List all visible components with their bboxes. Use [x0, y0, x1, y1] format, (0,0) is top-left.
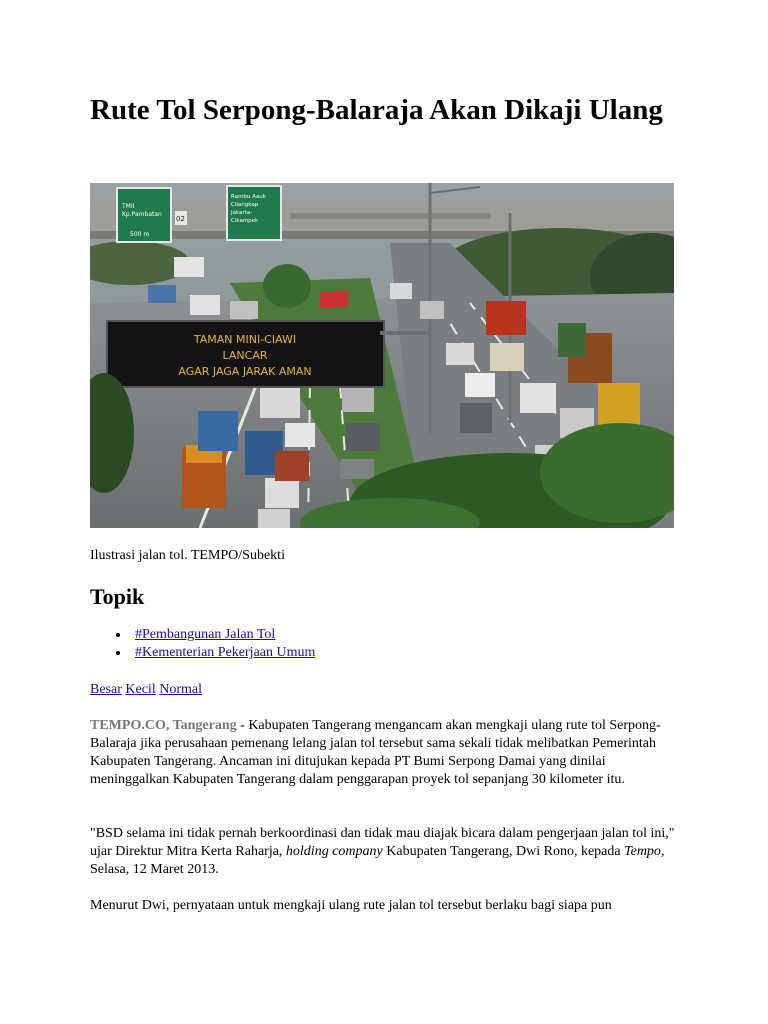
emphasis-text: holding company	[285, 844, 383, 859]
font-size-small-link[interactable]: Kecil	[125, 682, 156, 697]
sign-right-line-1: Rambu Aauk	[231, 194, 266, 200]
small-sign: 02	[176, 215, 185, 223]
vms-line-2: LANCAR	[222, 349, 268, 362]
highway-photo	[90, 183, 674, 528]
paragraph-text: Kabupaten Tangerang, Dwi Rono, kepada	[382, 844, 625, 859]
article-paragraph-1	[90, 717, 680, 789]
source-separator: ,	[165, 718, 173, 733]
bullet-icon	[116, 651, 120, 655]
article-title: Rute Tol Serpong-Balaraja Akan Dikaji Ulang	[90, 94, 663, 126]
vms-line-3: AGAR JAGA JARAK AMAN	[178, 365, 312, 378]
font-size-normal-link[interactable]: Normal	[159, 682, 202, 697]
paragraph-text: "BSD selama ini tidak pernah berkoordinasi dan tidak mau diajak bicara dalam pengerjaan jalan tol ini," ujar Direktur Mitra Kerta Raharja,	[90, 826, 675, 859]
topic-item	[90, 626, 315, 644]
article-paragraph-2	[90, 825, 680, 879]
sign-left-line-2: Kp.Pambatan	[122, 211, 162, 218]
article-paragraph-3: Menurut Dwi, pernyataan untuk mengkaji ulang rute jalan tol tersebut berlaku bagi siapa pun	[90, 898, 612, 913]
topic-link-kementerian-pekerjaan-umum[interactable]: #Kementerian Pekerjaan Umum	[135, 645, 316, 660]
source-label: TEMPO.CO	[90, 718, 166, 733]
sign-left-line-1: TMII	[122, 203, 135, 210]
sign-right-line-2: Cilangkap	[231, 202, 259, 208]
paragraph-text: , Selasa, 12 Maret 2013.	[90, 844, 665, 877]
sign-right-line-3: Jakarta-	[231, 210, 253, 216]
topic-list	[90, 626, 315, 662]
topik-heading: Topik	[90, 584, 145, 609]
bullet-icon	[116, 633, 120, 637]
topic-link-pembangunan-jalan-tol[interactable]: #Pembangunan Jalan Tol	[135, 627, 276, 642]
dateline-place: Tangerang	[172, 718, 237, 733]
vms-line-1: TAMAN MINI-CIAWI	[193, 333, 297, 346]
font-size-large-link[interactable]: Besar	[90, 682, 122, 697]
paragraph-text: - Kabupaten Tangerang mengancam akan mengkaji ulang rute tol Serpong-Balaraja jika perusahaan pemenang lelang jalan tol tersebut sama sekali tidak melibatkan Pemerintah Kabupaten Tangerang. Ancaman ini ditujukan kepada PT Bumi Serpong Damai yang dinilai meninggalkan Kabupaten Tangerang dalam penggarapan proyek tol sepanjang 30 kilometer itu.	[90, 718, 661, 787]
sign-right-line-4: Cikampek	[231, 218, 259, 224]
emphasis-text: Tempo	[624, 844, 661, 859]
font-size-controls	[90, 681, 202, 699]
article-photo	[90, 183, 674, 528]
photo-caption: Ilustrasi jalan tol. TEMPO/Subekti	[90, 548, 285, 563]
topic-item	[90, 644, 315, 662]
sign-left-line-3: 500 m	[130, 231, 150, 238]
